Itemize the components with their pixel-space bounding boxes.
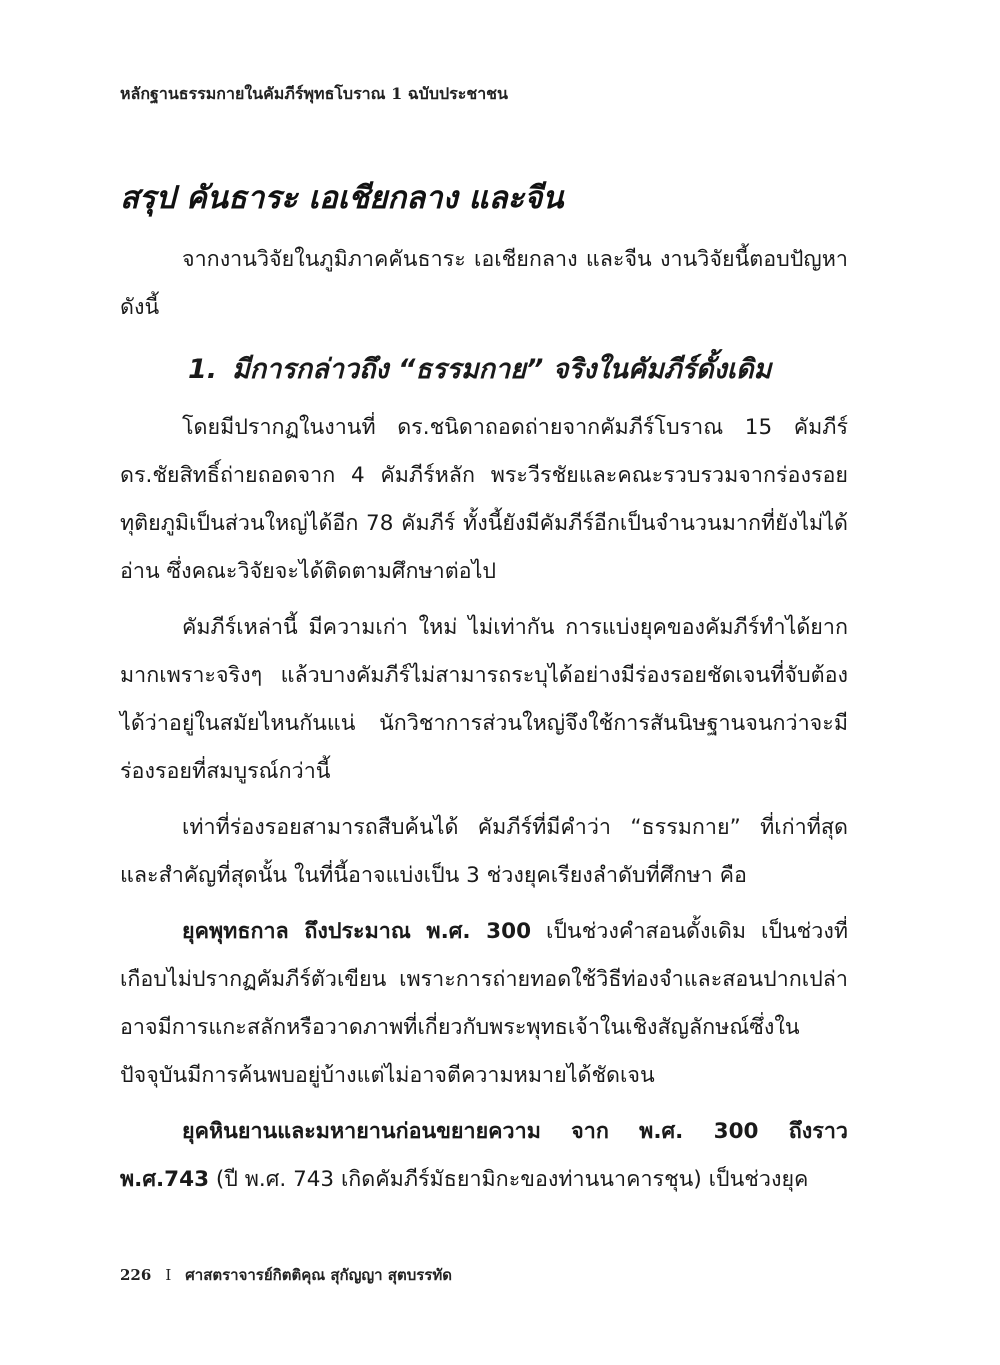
running-header: หลักฐานธรรมกายในคัมภีร์พุทธโบราณ 1 ฉบับประชาชน — [120, 84, 508, 103]
era-2-heading: ยุคหินยานและมหายานก่อนขยายความ จาก พ.ศ. 300 ถึงราว พ.ศ.743 — [120, 1119, 848, 1192]
intro-paragraph: จากงานวิจัยในภูมิภาคคันธาระ เอเชียกลาง และจีน งานวิจัยนี้ตอบปัญหาดังนี้ — [120, 247, 848, 320]
subsection-heading — [120, 346, 848, 394]
footer-author: ศาสตราจารย์กิตติคุณ สุกัญญา สุตบรรทัด — [185, 1266, 452, 1284]
subsection-number: 1. — [188, 354, 218, 385]
paragraph-4 — [120, 908, 848, 1100]
footer-separator: I — [165, 1266, 172, 1284]
era-2-text: (ปี พ.ศ. 743 เกิดคัมภีร์มัธยามิกะของท่านนาคารชุน) เป็นช่วงยุค — [209, 1167, 809, 1192]
section-title: สรุป คันธาระ เอเชียกลาง และจีน — [120, 180, 564, 216]
era-1-heading: ยุคพุทธกาล ถึงประมาณ พ.ศ. 300 — [182, 919, 532, 944]
body-content — [120, 236, 848, 1212]
subsection-title: มีการกล่าวถึง “ธรรมกาย” จริงในคัมภีร์ดั้งเดิม — [232, 354, 772, 385]
page-number: 226 — [120, 1266, 152, 1284]
paragraph-1: โดยมีปรากฏในงานที่ ดร.ชนิดาถอดถ่ายจากคัมภีร์โบราณ 15 คัมภีร์ ดร.ชัยสิทธิ์ถ่ายถอดจาก 4 คัมภีร์หลัก พระวีรชัยและคณะรวบรวมจากร่องรอยทุติยภูมิเป็นส่วนใหญ่ได้อีก 78 คัมภีร์ ทั้งนี้ยังมีคัมภีร์อีกเป็นจำนวนมากที่ยังไม่ได้อ่าน ซึ่งคณะวิจัยจะได้ติดตามศึกษาต่อไป — [120, 415, 848, 584]
paragraph-3: เท่าที่ร่องรอยสามารถสืบค้นได้ คัมภีร์ที่มีคำว่า “ธรรมกาย” ที่เก่าที่สุดและสำคัญที่สุดนั้น ในที่นี้อาจแบ่งเป็น 3 ช่วงยุคเรียงลำดับที่ศึกษา คือ — [120, 815, 848, 888]
paragraph-2: คัมภีร์เหล่านี้ มีความเก่า ใหม่ ไม่เท่ากัน การแบ่งยุคของคัมภีร์ทำได้ยากมากเพราะจริงๆ แล้วบางคัมภีร์ไม่สามารถระบุได้อย่างมีร่องรอยชัดเจนที่จับต้องได้ว่าอยู่ในสมัยไหนกันแน่ นักวิชาการส่วนใหญ่จึงใช้การสันนิษฐานจนกว่าจะมีร่องรอยที่สมบูรณ์กว่านี้ — [120, 615, 848, 784]
era-1-text: เป็นช่วงคำสอนดั้งเดิม เป็นช่วงที่เกือบไม่ปรากฏคัมภีร์ตัวเขียน เพราะการถ่ายทอดใช้วิธีท่องจำและสอนปากเปล่า อาจมีการแกะสลักหรือวาดภาพที่เกี่ยวกับพระพุทธเจ้าในเชิงสัญลักษณ์ซึ่งในปัจจุบันมีการค้นพบอยู่บ้างแต่ไม่อาจตีความหมายได้ชัดเจน — [120, 919, 848, 1088]
page-footer — [120, 1263, 452, 1287]
paragraph-5 — [120, 1108, 848, 1204]
